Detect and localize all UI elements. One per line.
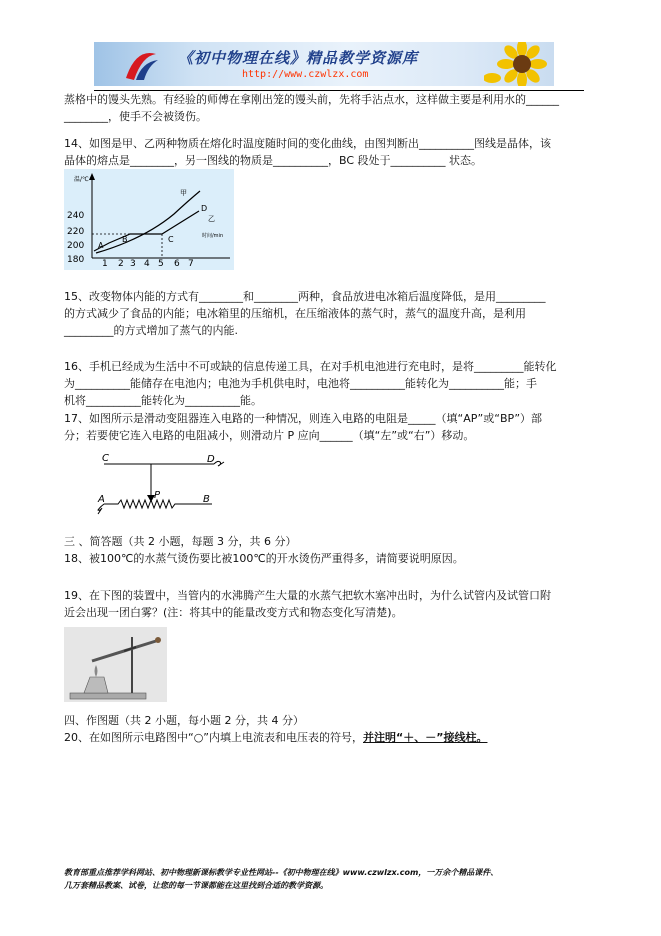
photo-background (64, 627, 167, 702)
section4-title: 四、作图题（共 2 小题，每小题 2 分，共 4 分） (64, 714, 304, 727)
test-tube-apparatus-image (64, 627, 167, 702)
footer-line2: 几万套精品教案、试卷，让您的每一节课都能在这里找到合适的教学资源。 (64, 881, 328, 890)
point-b-label: B (122, 235, 128, 244)
y-tick-220: 220 (67, 227, 85, 237)
x-tick-7: 7 (188, 259, 194, 269)
sliding-rheostat-diagram (90, 450, 240, 516)
q14-line2: 晶体的熔点是________，另一图线的物质是__________，BC 段处于__________ 状态。 (64, 154, 483, 167)
x-tick-1: 1 (102, 259, 108, 269)
q16-line2: 为__________能储存在电池内；电池为手机供电时，电池将__________能转化为__________能；手 (64, 377, 537, 390)
terminal-d-label: D (207, 454, 215, 465)
q17-line1: 17、如图所示是滑动变阻器连入电路的一种情况，则连入电路的电阻是_____（填“AP”或“BP”）部 (64, 412, 543, 425)
slider-p-label: P (154, 490, 161, 501)
point-c-label: C (168, 235, 174, 244)
section3-title: 三 、简答题（共 2 小题，每题 3 分，共 6 分） (64, 535, 297, 548)
x-tick-3: 3 (130, 259, 136, 269)
wire-a-icon (98, 504, 104, 514)
q15-line2: 的方式减少了食品的内能；电冰箱里的压缩机，在压缩液体的蒸气时，蒸气的温度升高，是利用 (64, 307, 526, 320)
q14-line1: 14、如图是甲、乙两种物质在熔化时温度随时间的变化曲线，由图判断出__________图线是晶体，该 (64, 137, 551, 150)
curve-yi-label: 乙 (208, 215, 215, 223)
q16-line1: 16、手机已经成为生活中不可或缺的信息传递工具，在对手机电池进行充电时，是将_________能转化 (64, 360, 557, 373)
x-tick-6: 6 (174, 259, 180, 269)
wire-d-icon (214, 461, 224, 466)
q20-emphasis: 并注明“＋、－”接线柱。 (363, 731, 488, 744)
q20-text (64, 729, 487, 746)
q13-line1: 蒸格中的馒头先熟。有经验的师傅在拿刚出笼的馒头前，先将手沾点水，这样做主要是利用水的______ (64, 93, 559, 106)
x-tick-5: 5 (158, 259, 164, 269)
y-tick-200: 200 (67, 241, 85, 251)
q15-line3: _________的方式增加了蒸气的内能. (64, 324, 238, 337)
melting-curve-graph (64, 169, 234, 270)
banner-title: 《初中物理在线》精品教学资源库 (178, 49, 419, 67)
banner-url: http://www.czwlzx.com (242, 69, 369, 80)
site-logo-icon (122, 46, 162, 84)
x-tick-2: 2 (118, 259, 124, 269)
curve-jia-label: 甲 (180, 189, 187, 197)
q19-line2: 近会出现一团白雾？(注：将其中的能量改变方式和物态变化写清楚)。 (64, 606, 403, 619)
q15-line1: 15、改变物体内能的方式有________和________两种，食品放进电冰箱后温度降低，是用_________ (64, 290, 546, 303)
y-tick-180: 180 (67, 255, 85, 265)
y-tick-240: 240 (67, 211, 85, 221)
footer-line1: 教育部重点推荐学科网站、初中物理新课标教学专业性网站--《初中物理在线》www.czwlzx.com，一万余个精品课件、 (64, 868, 499, 877)
point-a-label: A (98, 241, 104, 250)
q18-text: 18、被100℃的水蒸气烫伤要比被100℃的开水烫伤严重得多，请简要说明原因。 (64, 552, 464, 565)
terminal-a-label: A (98, 494, 105, 505)
header-banner (94, 42, 554, 86)
stand-base (70, 693, 146, 699)
q13-line2: ________，使手不会被烫伤。 (64, 110, 207, 123)
cork-icon (155, 637, 161, 643)
terminal-b-label: B (203, 494, 210, 505)
q17-line2: 分；若要使它连入电路的电阻减小，则滑动片 P 应向______（填“左”或“右”）移动。 (64, 429, 475, 442)
q19-line1: 19、在下图的装置中，当管内的水沸腾产生大量的水蒸气把软木塞冲出时，为什么试管内及试管口附 (64, 589, 551, 602)
x-axis-label: 时间/min (202, 233, 224, 239)
sunflower-icon (484, 42, 554, 86)
y-axis-unit: 温/℃ (74, 176, 89, 183)
x-tick-4: 4 (144, 259, 150, 269)
terminal-c-label: C (102, 453, 109, 464)
q20-prefix: 20、在如图所示电路图中“○”内填上电流表和电压表的符号， (64, 731, 363, 744)
q16-line3: 机将__________能转化为__________能。 (64, 394, 262, 407)
point-d-label: D (201, 204, 208, 213)
resistance-coil (104, 500, 212, 508)
